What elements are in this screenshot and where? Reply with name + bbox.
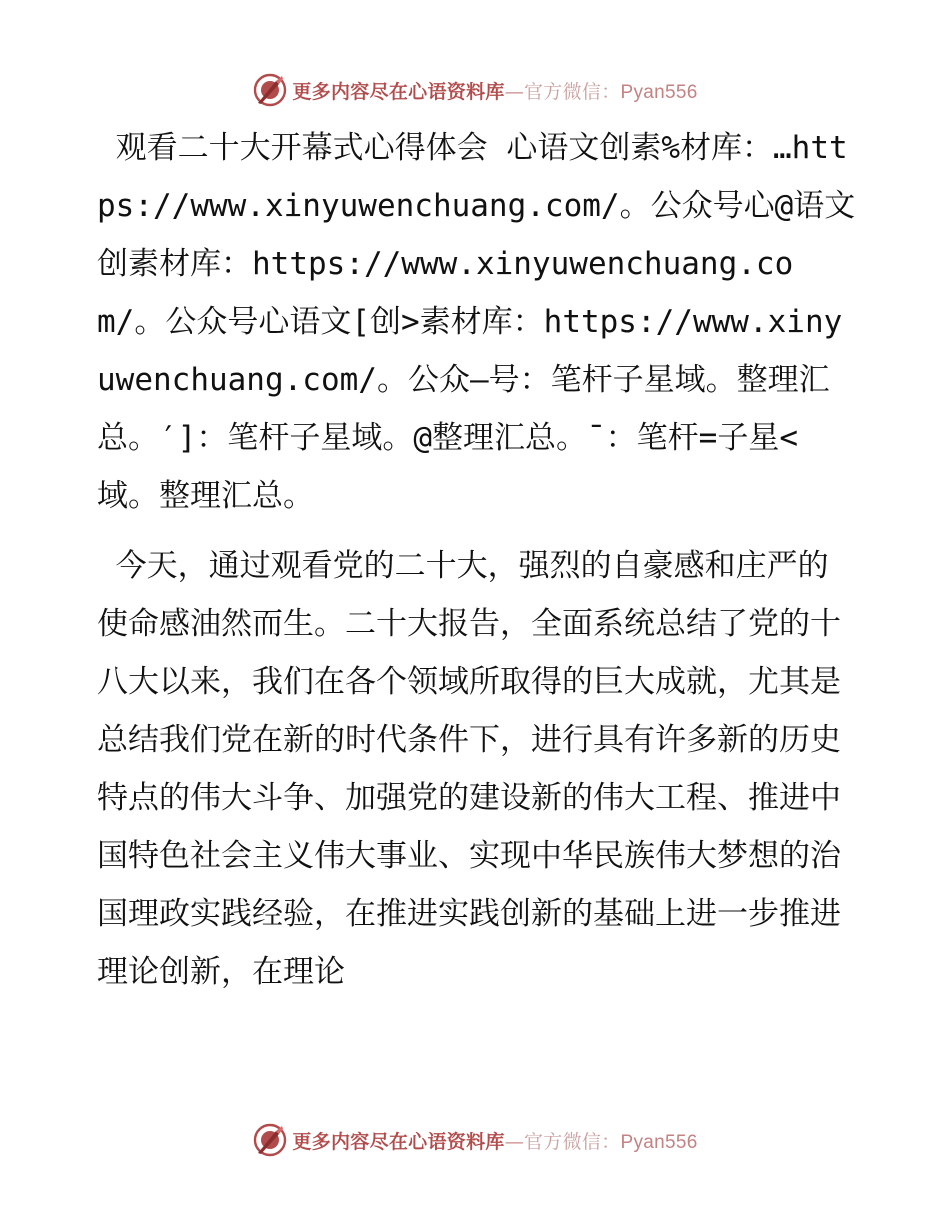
banner-dash: — xyxy=(504,1130,524,1153)
quill-logo-icon xyxy=(252,72,288,108)
paragraph-intro: 观看二十大开幕式心得体会 心语文创素%材库：…https://www.xinyuwenchuang.com/。公众号心@语文创素材库：https://www.xinyuwenchuang.com/。公众号心语文[创>素材库：https://www.xinyuwenchuang.com/。公众—号：笔杆子星域。整理汇总。′]：笔杆子星域。@整理汇总。¯：笔杆=子星<域。整理汇总。 xyxy=(97,130,856,514)
banner-wechat-id: Pyan556 xyxy=(620,1131,698,1153)
banner-wechat-id: Pyan556 xyxy=(620,81,698,103)
paragraph-main: 今天，通过观看党的二十大，强烈的自豪感和庄严的使命感油然而生。二十大报告，全面系统总结了党的十八大以来，我们在各个领域所取得的巨大成就，尤其是总结我们党在新的时代条件下，进行具有许多新的历史特点的伟大斗争、加强党的建设新的伟大工程、推进中国特色社会主义伟大事业、实现中华民族伟大梦想的治国理政实践经验，在推进实践创新的基础上进一步推进理论创新，在理论 xyxy=(97,548,841,990)
banner-main-text: 更多内容尽在心语资料库 xyxy=(292,1130,505,1153)
banner-wechat-label: 官方微信： xyxy=(524,1130,621,1153)
header-banner xyxy=(0,68,950,112)
document-body xyxy=(97,119,857,1001)
banner-text xyxy=(292,77,697,104)
banner-text xyxy=(292,1127,697,1154)
footer-banner xyxy=(0,1118,950,1162)
banner-main-text: 更多内容尽在心语资料库 xyxy=(292,80,505,103)
banner-wechat-label: 官方微信： xyxy=(524,80,621,103)
banner-dash: — xyxy=(504,80,524,103)
quill-logo-icon xyxy=(252,1122,288,1158)
